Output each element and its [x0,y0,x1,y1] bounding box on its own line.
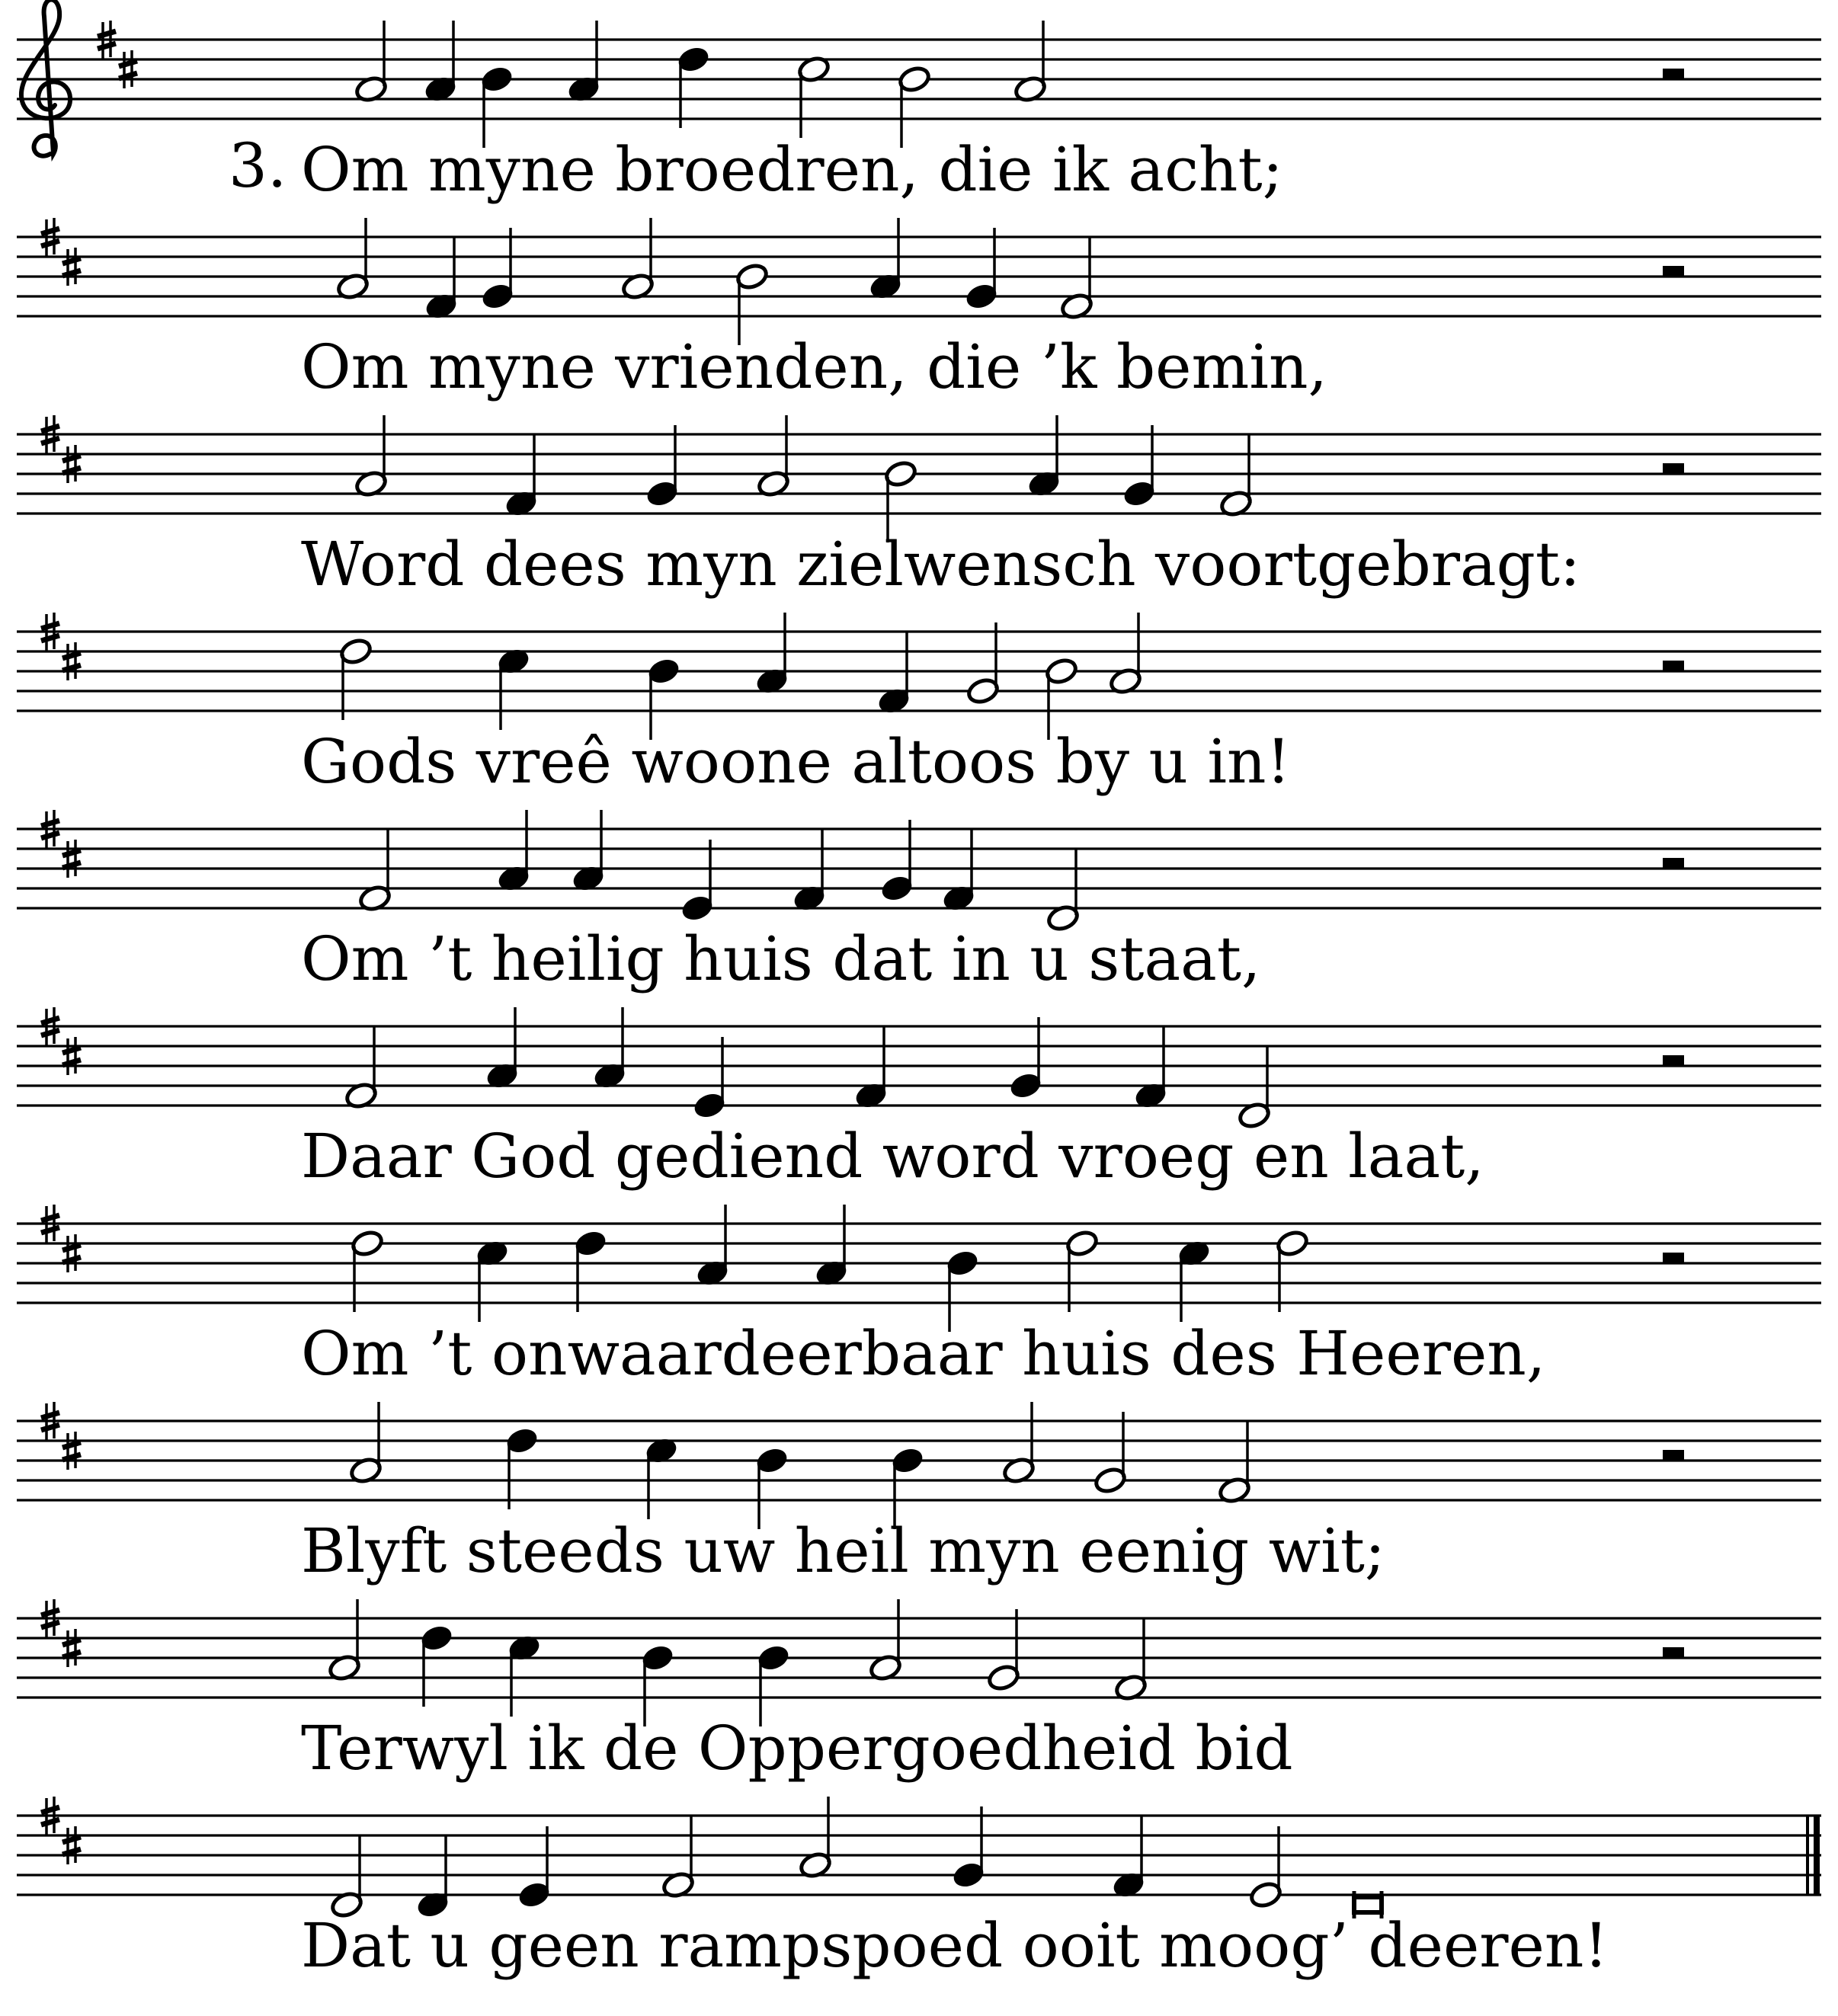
note [661,1816,696,1899]
note [797,55,831,138]
note [757,415,791,498]
note [424,21,458,104]
note [1249,1826,1283,1909]
lyric-line: Blyft steeds uw heil myn eenig wit; [301,1515,1385,1586]
note [854,1027,889,1110]
note [793,830,827,913]
staff-system [17,1599,1821,1784]
note [869,1599,903,1682]
half-rest-icon [1663,266,1684,277]
note [420,1624,454,1707]
lyric-line: Om myne broedren, die ik acht; [301,134,1283,205]
staff-system [17,415,1821,600]
half-rest-icon [1663,858,1684,869]
note [505,1426,540,1509]
sharp-c-icon [62,1826,81,1864]
note [517,1826,552,1909]
sharp-c-icon [62,840,81,878]
half-rest-icon [1663,661,1684,671]
note [351,1229,385,1312]
note [1219,435,1254,518]
lyric-line: Gods vreê woone altoos by u in! [301,726,1291,797]
note [966,622,1001,706]
lyric-line: Om ’t onwaardeerbaar huis des Heeren, [301,1318,1546,1389]
note [1094,1412,1128,1495]
note [593,1007,627,1090]
note [1065,1229,1100,1312]
sharp-c-icon [62,445,81,483]
note [1046,850,1081,933]
note [952,1806,986,1890]
note [1112,1816,1146,1899]
verse-number: 3. [229,130,287,201]
note [1027,415,1061,498]
staff-system [17,0,1821,205]
half-rest-icon [1663,1253,1684,1263]
lyric-line: Om ’t heilig huis dat in u staat, [301,923,1261,994]
note [497,647,531,730]
sharp-c-icon [62,1629,81,1667]
lyric-line: Daar God gediend word vroeg en laat, [301,1121,1484,1192]
note [485,1007,520,1090]
lyric-line: Terwyl ik de Oppergoedheid bid [301,1713,1293,1784]
staff-system [17,613,1821,797]
note [1218,1422,1252,1505]
sharp-c-icon [119,50,137,88]
note [645,425,680,508]
note [815,1205,849,1288]
sharp-c-icon [62,1037,81,1075]
note [1009,1017,1043,1100]
treble-clef-icon [21,0,70,156]
sharp-c-icon [62,248,81,286]
sharp-c-icon [62,1234,81,1272]
half-rest-icon [1663,463,1684,474]
note [645,1436,679,1519]
half-rest-icon [1663,1647,1684,1658]
note [481,228,515,311]
sharp-c-icon [62,1432,81,1470]
staff-system [17,1205,1821,1389]
note [693,1037,727,1120]
staff-system [17,218,1821,402]
note [1276,1229,1310,1312]
note [424,238,459,321]
note [1134,1027,1168,1110]
note [869,218,903,301]
note [987,1609,1021,1692]
note [572,810,606,893]
staff-system [17,810,1821,994]
note [504,435,539,518]
note [880,820,914,903]
note [567,21,601,104]
note [1013,21,1048,104]
half-rest-icon [1663,1055,1684,1066]
note [1060,238,1094,321]
note [677,45,711,128]
note [1114,1619,1148,1702]
sharp-c-icon [62,642,81,680]
note [696,1205,730,1288]
note [1109,613,1143,696]
staff-system [17,1402,1821,1586]
note [508,1634,542,1717]
note [330,1836,364,1919]
half-rest-icon [1663,69,1684,79]
note [497,810,531,893]
note [799,1797,833,1880]
note [1002,1402,1036,1485]
note [358,830,392,913]
half-rest-icon [1663,1450,1684,1461]
note [877,632,911,715]
note [1238,1047,1272,1130]
note [574,1229,608,1312]
note [965,228,999,311]
note [1122,425,1157,508]
lyric-line: Dat u geen rampspoed ooit moog’ deeren! [301,1910,1609,1981]
note [349,1402,383,1485]
note [942,830,976,913]
staff-system [17,1797,1821,1981]
note [328,1599,362,1682]
note [344,1027,379,1110]
note [416,1836,450,1919]
note [755,613,789,696]
note [339,637,373,720]
note [354,21,389,104]
staff-system [17,1007,1821,1192]
lyric-line: Word dees myn zielwensch voortgebragt: [301,529,1580,600]
note [336,218,370,301]
note [1177,1239,1212,1322]
note [621,218,655,301]
note [680,840,715,923]
note [476,1239,510,1322]
note [354,415,389,498]
lyric-line: Om myne vrienden, die ’k bemin, [301,331,1327,402]
